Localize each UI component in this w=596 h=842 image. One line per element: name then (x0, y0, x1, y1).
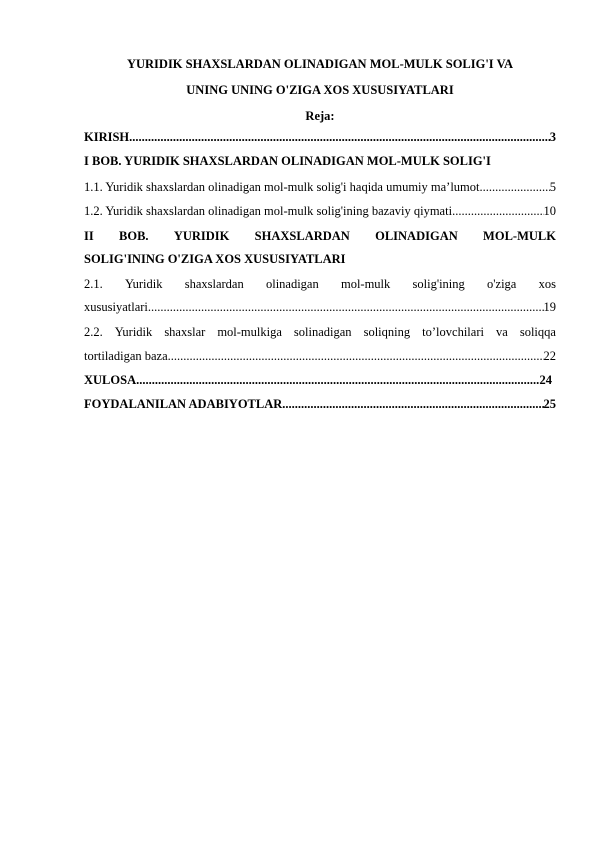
toc-leader-dots (129, 129, 550, 145)
entry-word: olinadigan (265, 277, 319, 291)
toc-entry-1-2 (84, 203, 556, 219)
entry-word: shaxslardan (184, 277, 244, 291)
entry-word: mol-mulk (340, 277, 391, 291)
toc-entry-label: 1.2. Yuridik shaxslardan olinadigan mol-mulk solig'ining bazaviy qiymati (84, 204, 453, 218)
toc-leader-dots (136, 372, 539, 388)
toc-entry-label: KIRISH (84, 130, 130, 144)
toc-page-number: 19 (543, 300, 556, 314)
entry-word: Yuridik (114, 325, 153, 339)
toc-leader-dots (168, 348, 544, 364)
entry-word: mol-mulkiga (217, 325, 282, 339)
toc-entry-1-1 (84, 179, 556, 195)
toc-entry-adabiyotlar (84, 396, 556, 412)
toc-page-number: 5 (549, 180, 556, 194)
document-title-line1: YURIDIK SHAXSLARDAN OLINADIGAN MOL-MULK SOLIG'I VA (126, 57, 514, 71)
toc-entry-label: 1.1. Yuridik shaxslardan olinadigan mol-mulk solig'i haqida umumiy ma’lumot (84, 180, 480, 194)
entry-word: 2.2. (84, 325, 103, 339)
entry-word: va (496, 325, 508, 339)
toc-entry-kirish (84, 129, 556, 145)
toc-entry-2-2-line2 (84, 348, 556, 364)
toc-page-number: 24 (539, 373, 552, 387)
document-title-line2: UNING UNING O'ZIGA XOS XUSUSIYATLARI (186, 83, 454, 97)
toc-chapter-2-heading-line2: SOLIG'INING O'ZIGA XOS XUSUSIYATLARI (84, 252, 346, 266)
toc-chapter-2-heading (84, 228, 556, 244)
toc-entry-label: XULOSA (84, 373, 137, 387)
heading-word: YURIDIK (173, 229, 230, 243)
toc-leader-dots (148, 299, 544, 315)
toc-entry-label: xususiyatlari (84, 300, 148, 314)
entry-word: xos (538, 277, 556, 291)
toc-leader-dots (282, 396, 543, 412)
toc-page-number: 3 (549, 130, 556, 144)
toc-entry-label: tortiladigan baza (84, 349, 168, 363)
toc-entry-2-1-line2 (84, 299, 556, 315)
entry-word: solig'ining (412, 277, 465, 291)
toc-leader-dots (480, 179, 550, 195)
plan-heading: Reja: (305, 109, 335, 123)
toc-entry-xulosa (84, 372, 552, 388)
entry-word: soliqqa (519, 325, 556, 339)
entry-word: to’lovchilari (422, 325, 484, 339)
toc-page-number: 25 (543, 397, 556, 411)
toc-page-number: 22 (543, 349, 556, 363)
toc-entry-label: FOYDALANILAN ADABIYOTLAR (84, 397, 283, 411)
entry-word: 2.1. (84, 277, 103, 291)
toc-chapter-1-heading: I BOB. YURIDIK SHAXSLARDAN OLINADIGAN MOL-MULK SOLIG'I (84, 154, 491, 168)
heading-word: II (84, 229, 94, 243)
toc-entry-2-1 (84, 276, 556, 292)
entry-word: shaxslar (164, 325, 206, 339)
entry-word: Yuridik (124, 277, 163, 291)
entry-word: soliqning (363, 325, 411, 339)
entry-word: o'ziga (487, 277, 517, 291)
toc-leader-dots (452, 203, 543, 219)
heading-word: SHAXSLARDAN (254, 229, 350, 243)
entry-word: solinadigan (293, 325, 352, 339)
heading-word: MOL-MULK (483, 229, 556, 243)
heading-word: OLINADIGAN (375, 229, 458, 243)
toc-page-number: 10 (543, 204, 556, 218)
toc-entry-2-2 (84, 324, 556, 340)
heading-word: BOB. (119, 229, 149, 243)
